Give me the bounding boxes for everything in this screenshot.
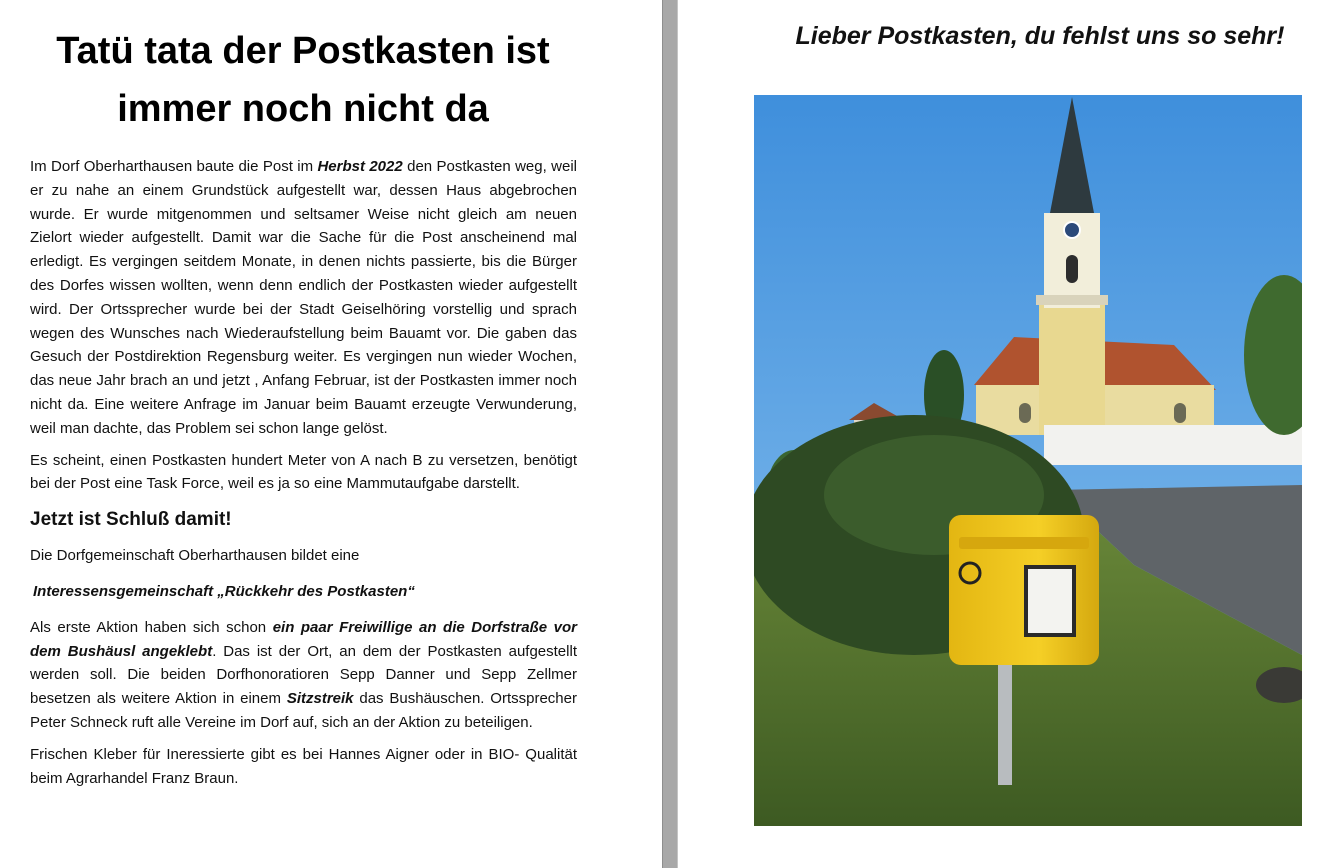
paragraph-3: Die Dorfgemeinschaft Oberharthausen bildet eine: [30, 547, 360, 565]
postbox-church-photo: [754, 95, 1302, 826]
article-body: [30, 155, 577, 798]
p4-text-a: Als erste Aktion haben sich schon: [30, 618, 273, 636]
photo-caption-title: Lieber Postkasten, du fehlst uns so sehr!: [795, 22, 1285, 50]
tower-window: [1066, 255, 1078, 283]
p1-emphasis: Herbst 2022: [317, 158, 403, 175]
church-window-1: [1019, 403, 1031, 423]
p4-text-c: . Das ist der Ort, an dem der Postkasten aufgestellt werden soll. Die beiden Dorfhonoratioren Sepp Danner und Sepp Zellmer besetzen als weitere Aktion in einem: [30, 642, 577, 708]
section-heading: Jetzt ist Schluß damit!: [30, 509, 232, 531]
article-title: [30, 22, 576, 138]
churchyard-wall: [1044, 425, 1302, 465]
title-line-2: immer noch nicht da: [117, 88, 489, 130]
title-line-1: Tatü tata der Postkasten ist: [56, 30, 550, 72]
paragraph-4: [30, 616, 577, 735]
right-page: [680, 0, 1333, 868]
church-tower-ledge: [1036, 295, 1108, 305]
paragraph-5: Frischen Kleber für Ineressierte gibt es bei Hannes Aigner oder in BIO- Qualität beim Agrarhandel Franz Braun.: [30, 745, 577, 787]
p4-emphasis-2: Sitzstreik: [286, 690, 354, 708]
church-window-2: [1174, 403, 1186, 423]
postbox-pole: [998, 655, 1012, 785]
paragraph-1: [30, 155, 577, 441]
page-divider: [662, 0, 678, 868]
paragraph-2: Es scheint, einen Postkasten hundert Meter von A nach B zu versetzen, benötigt bei der Post eine Task Force, weil es ja so eine Mammutaufgabe darstellt.: [30, 451, 577, 493]
left-page: [0, 0, 660, 868]
p4-text-e: das Bushäuschen. Ortssprecher Peter Schneck ruft alle Vereine im Dorf auf, sich an der Aktion zu beteiligen.: [30, 690, 577, 731]
tower-clock: [1064, 222, 1080, 238]
church-tower-base: [1039, 305, 1105, 435]
initiative-name: Interessensgemeinschaft „Rückkehr des Postkasten“: [33, 582, 415, 600]
p1-text-c: den Postkasten weg, weil er zu nahe an einem Grundstück aufgestellt war, dessen Haus abgebrochen wurde. Er wurde mitgenommen und seltsamer Weise nicht gleich am neuen Zielort wieder aufgestellt. Damit war die Sache für die Post anscheinend mal erledigt. Es vergingen seitdem Monate, in denen nichts passierte, bis die Bürger des Dorfes wissen wollten, wenn denn endlich der Postkasten wieder aufgestellt wird. Der Ortssprecher wurde bei der Stadt Geiselhöring vorstellig und sprach wegen des Wunsches nach Wiederaufstellung beim Bauamt vor. Die gaben das Gesuch der Postdirektion Regensburg weiter. Es vergingen nun wieder Wochen, das neue Jahr brach an und jetzt , Anfang Februar, ist der Postkasten immer noch nicht da. Eine weitere Anfrage im Januar beim Bauamt erzeugte Verwunderung, weil man dachte, das Problem sei schon lange gelöst.: [30, 158, 577, 437]
p4-emphasis-1: ein paar Freiwillige an die Dorfstraße vor dem Bushäusl angeklebt: [30, 618, 577, 660]
postbox-label-paper: [1028, 569, 1072, 633]
p1-text-a: Im Dorf Oberharthausen baute die Post im: [30, 158, 318, 175]
postbox-slot: [959, 537, 1089, 549]
page-gutter: [660, 0, 680, 868]
